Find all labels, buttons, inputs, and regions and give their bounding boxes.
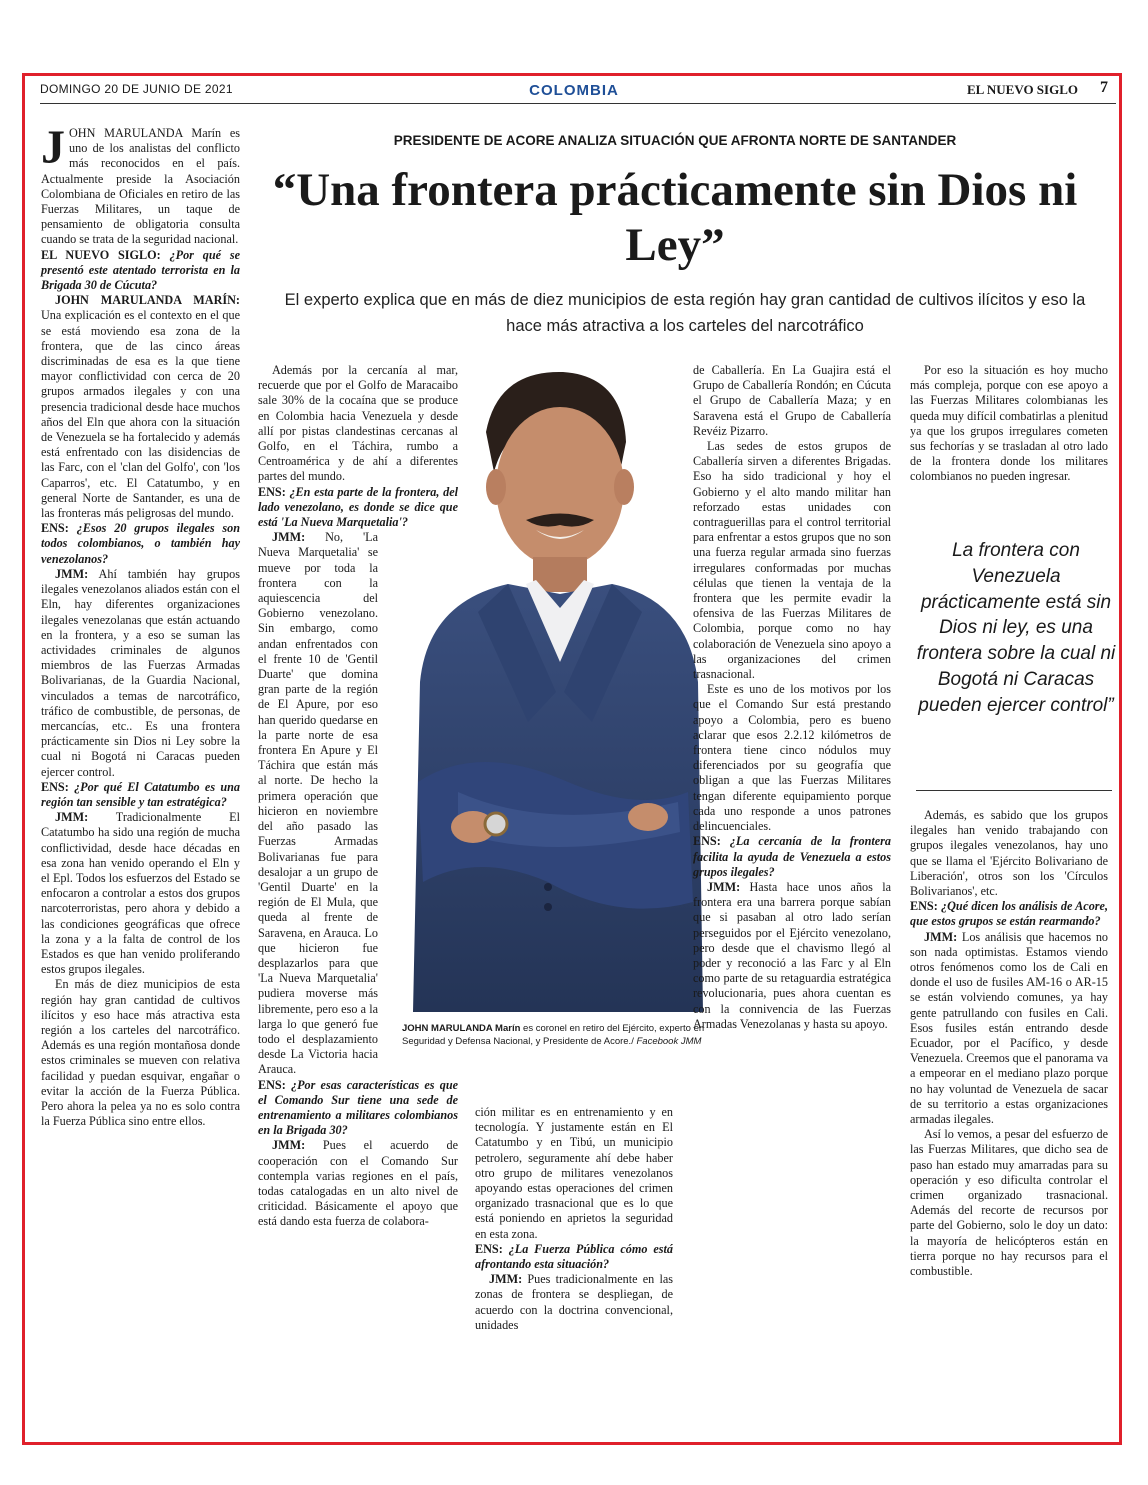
column-5-lower <box>910 808 1108 1279</box>
answer: JMM: Pues tradicionalmente en las zonas de frontera se despliegan, de acuerdo con la doctrina convencional, unidades <box>475 1272 673 1332</box>
paragraph: de Caballería. En La Guajira está el Grupo de Caballería Rondón; en Cúcuta el Grupo de Caballería Maza; y en Saravena está el Grupo de Caballería Revéiz Pizarro. <box>693 363 891 438</box>
drop-cap: J <box>41 121 65 174</box>
question: ENS: ¿La cercanía de la frontera facilita la ayuda de Venezuela a estos grupos ilegales? <box>693 834 891 879</box>
paragraph: En más de diez municipios de esta región hay gran cantidad de cultivos ilícitos y eso hace más atractiva esta región a los carteles del narcotráfico. Además es una región montañosa donde estos criminales se mueven con relativa facilidad y puedan esquivar, engañar o evitar la acción de la Fuerza Pública. Pero ahora la pelea ya no es solo contra la Fuerza Pública sino entre ellos. <box>41 977 240 1129</box>
column-1 <box>41 121 241 1129</box>
paragraph: Así lo vemos, a pesar del esfuerzo de las Fuerzas Militares, que dicho sea de paso han estado muy amarradas para su operación y eso dificulta controlar el crimen organizado trasnacional. Además del recorte de recursos por parte del Gobierno, solo le doy un dato: la mayoría de helicópteros están en tierra porque no hay recursos para el combustible. <box>910 1127 1108 1279</box>
paragraph: ción militar es en entrenamiento y en tecnología. Y justamente están en El Catatumbo y en Tibú, un municipio petrolero, seguramente ahí debe haber otro grupo de militares venezolanos apoyando estas operaciones del crimen organizado trasnacional que es lo que está poniendo en aprietos la seguridad en esta zona. <box>475 1105 673 1241</box>
column-4 <box>693 363 891 1032</box>
answer: JMM: Pues el acuerdo de cooperación con el Comando Sur contempla varias regiones en el país, todas catalogadas en un alto nivel de criticidad. Básicamente el apoyo que está dando esta fuerza de colabora- <box>258 1138 458 1229</box>
answer: JMM: No, 'La Nueva Marquetalia' se mueve por toda la frontera con la aquiescencia del Gobierno venezolano. Sin embargo, como andan enfrentados con el frente 10 de 'Gentil Duarte' que domina gran parte de la región de El Apure, por eso han querido quedarse en la parte norte de esa frontera En Apure y El Táchira que están más al norte. De hecho la primera operación que hicieron en noviembre del año pasado las Fuerzas Armadas Bolivarianas fue para desalojar a un grupo de 'Gentil Duarte' en la región de El Mula, que queda al frente de Saravena, en Arauca. Lo que hicieron fue desplazarlos para que 'La Nueva Marquetalia' pudiera moverse más libremente, pero eso a la larga lo que generó fue todo el desplazamiento desde La Victoria hacia Arauca. <box>258 530 378 1077</box>
deck: El experto explica que en más de diez municipios de esta región hay gran cantidad de cultivos ilícitos y eso la hace más atractiva a los carteles del narcotráfico <box>284 291 1086 335</box>
paragraph: Además por la cercanía al mar, recuerde que por el Golfo de Maracaibo sale 30% de la cocaína que se produce en Colombia hacia Venezuela y desde allí por pistas clandestinas cercanas al Golfo, en el Táchira, rumbo a Centroamérica y de ahí a diferentes partes del mundo. <box>258 363 458 484</box>
paragraph: Además, es sabido que los grupos ilegales han venido trabajando con grupos ilegales venezolanos, hay uno que se llama el 'Ejército Bolivariano de Liberación', otros son los 'Círculos Bolivarianos', etc. <box>910 808 1108 899</box>
paragraph: Las sedes de estos grupos de Caballería sirven a diferentes Brigadas. Eso ha sido tradicional y hoy el Gobierno y el alto mando militar han reforzado estas unidades con contraguerillas para el control territorial para enfrentar a estos grupos que no son una fuerza regular armada sino fuerzas irregulares conformadas por muchas células que tienen la ventaja de la frontera que les permite evadir la ofensiva de las Fuerzas Militares de Colombia, porque como no hay colaboración de Venezuela sino apoyo a las organizaciones del crimen trasnacional. <box>693 439 891 682</box>
question: EL NUEVO SIGLO: ¿Por qué se presentó este atentado terrorista en la Brigada 30 de Cúcuta? <box>41 247 241 293</box>
section-name: COLOMBIA <box>529 82 619 99</box>
answer: JMM: Hasta hace unos años la frontera era una barrera porque sabían que si pasaban al otro lado serían perseguidos por el Ejército venezolano, pero desde que el chavismo llegó al poder y reconoció a las Farc y al Eln como parte de su retaguardia estratégica revolucionaria, pues ahora cuentan es con la connivencia de las Fuerzas Armadas Venezolanas y hasta su apoyo. <box>693 879 892 1031</box>
kicker: PRESIDENTE DE ACORE ANALIZA SITUACIÓN QUE AFRONTA NORTE DE SANTANDER <box>393 133 957 148</box>
pull-quote: La frontera con Venezuela prácticamente está sin Dios ni ley, es una frontera sobre la cual ni Bogotá ni Caracas pueden ejercer control” <box>916 540 1116 716</box>
answer: JMM: Tradicionalmente El Catatumbo ha sido una región de mucha conflictividad, desde hace décadas en esa zona han venido operando el Eln y el Epl. Todos los esfuerzos del Estado se enfocaron a controlar a estos dos grupos narcoterroristas, pero ahora y debido a las condiciones geográficas que ofrece la zona y a la falta de control de los Estados es que han venido proliferando estos grupos ilegales. <box>41 810 240 977</box>
page-number: 7 <box>1100 79 1108 96</box>
issue-date: DOMINGO 20 DE JUNIO DE 2021 <box>40 82 233 96</box>
header-rule <box>40 103 1116 104</box>
newspaper-name: EL NUEVO SIGLO <box>967 82 1078 97</box>
question: ENS: ¿Por esas características es que el Comando Sur tiene una sede de entrenamiento a militares colombianos en la Brigada 30? <box>258 1077 459 1138</box>
question: ENS: ¿Por qué El Catatumbo es una región tan sensible y tan estratégica? <box>41 779 241 809</box>
pull-quote-rule <box>916 790 1112 791</box>
paragraph: Por eso la situación es hoy mucho más compleja, porque con ese apoyo a las Fuerzas Militares colombianas les queda muy difícil combatirlas a plenitud ya que los grupos irregulares cometen sus fechorías y se trasladan al otro lado de la frontera donde los militares colombianos no pueden ingresar. <box>910 363 1108 484</box>
answer: JOHN MARULANDA MARÍN: Una explicación es el contexto en el que se está moviendo esa zona de la frontera, que de las cinco áreas discriminadas de esa es la que tiene mayor conflictividad con cerca de 20 grupos armados ilegales y con una presencia tradicional desde hace muchos años del Eln que ahora con la situación de Venezuela se ha fortalecido y además está enfrentado con las disidencias de las Farc, con el 'clan del Golfo', con 'los Caparros', etc. El Catatumbo, y en general Norte de Santander, es una de las fronteras más peligrosas del mundo. <box>41 293 240 521</box>
question: ENS: ¿Esos 20 grupos ilegales son todos colombianos, o también hay venezolanos? <box>41 521 241 566</box>
intro-text: OHN MARULANDA Marín es uno de los analistas del conflicto más reconocidos en el país. Actualmente preside la Asociación Colombiana de Oficiales en retiro de las Fuerzas Militares, un taque de pensamiento de obligatoria consulta cuando se trata de la seguridad nacional. <box>41 126 240 247</box>
paragraph: Este es uno de los motivos por los que el Comando Sur está prestando apoyo a Colombia, pero es bueno aclarar que esos 2.2.12 kilómetros de frontera tiene cinco nódulos muy diferenciados por su geografía que obligan a que las Fuerzas Militares tengan diferente equipamiento porque cada uno responde a unos patrones delincuenciales. <box>693 682 891 834</box>
headline: “Una frontera prácticamente sin Dios ni Ley” <box>272 164 1078 271</box>
answer: JMM: Ahí también hay grupos ilegales venezolanos aliados están con el Eln, hay diferentes organizaciones ilegales venezolanas que están actuando en la frontera, y a eso se suman las actividades criminales de algunos miembros de las Fuerzas Armadas Bolivarianas, de la Guardia Nacional, vinculados a temas de narcotráfico, tráfico de combustible, de personas, de mercancías, etc.. Es una frontera prácticamente sin Dios ni Ley sobre la cual ni Bogotá ni Caracas pueden ejercer control. <box>41 566 240 779</box>
column-5 <box>910 363 1108 485</box>
question: ENS: ¿Qué dicen los análisis de Acore, que estos grupos se están rearmando? <box>910 899 1109 929</box>
photo-caption: JOHN MARULANDA Marín es coronel en retiro del Ejército, experto en Seguridad y Defensa Nacional, y Presidente de Acore./ Facebook JMM <box>402 1023 705 1047</box>
column-3 <box>475 1105 673 1333</box>
answer: JMM: Los análisis que hacemos no son nada optimistas. Estamos viendo otros fenómenos como los de Cali en donde el uso de fusiles AM-16 o AR-15 se están volviendo comunes, ya hay gente patrullando con fusiles en Cali. Esos fusiles están entrando desde Ecuador, por el Pacífico, y desde Venezuela. Creemos que el panorama va a empeorar en el mediano plazo porque no hay voluntad de Venezuela de sacar de su territorio a estas organizaciones armadas ilegales. <box>910 929 1109 1127</box>
question: ENS: ¿En esta parte de la frontera, del lado venezolano, es donde se dice que está 'La Nueva Marquetalia'? <box>258 484 459 530</box>
portrait-photo <box>398 362 703 1012</box>
question: ENS: ¿La Fuerza Pública cómo está afrontando esta situación? <box>475 1241 673 1272</box>
